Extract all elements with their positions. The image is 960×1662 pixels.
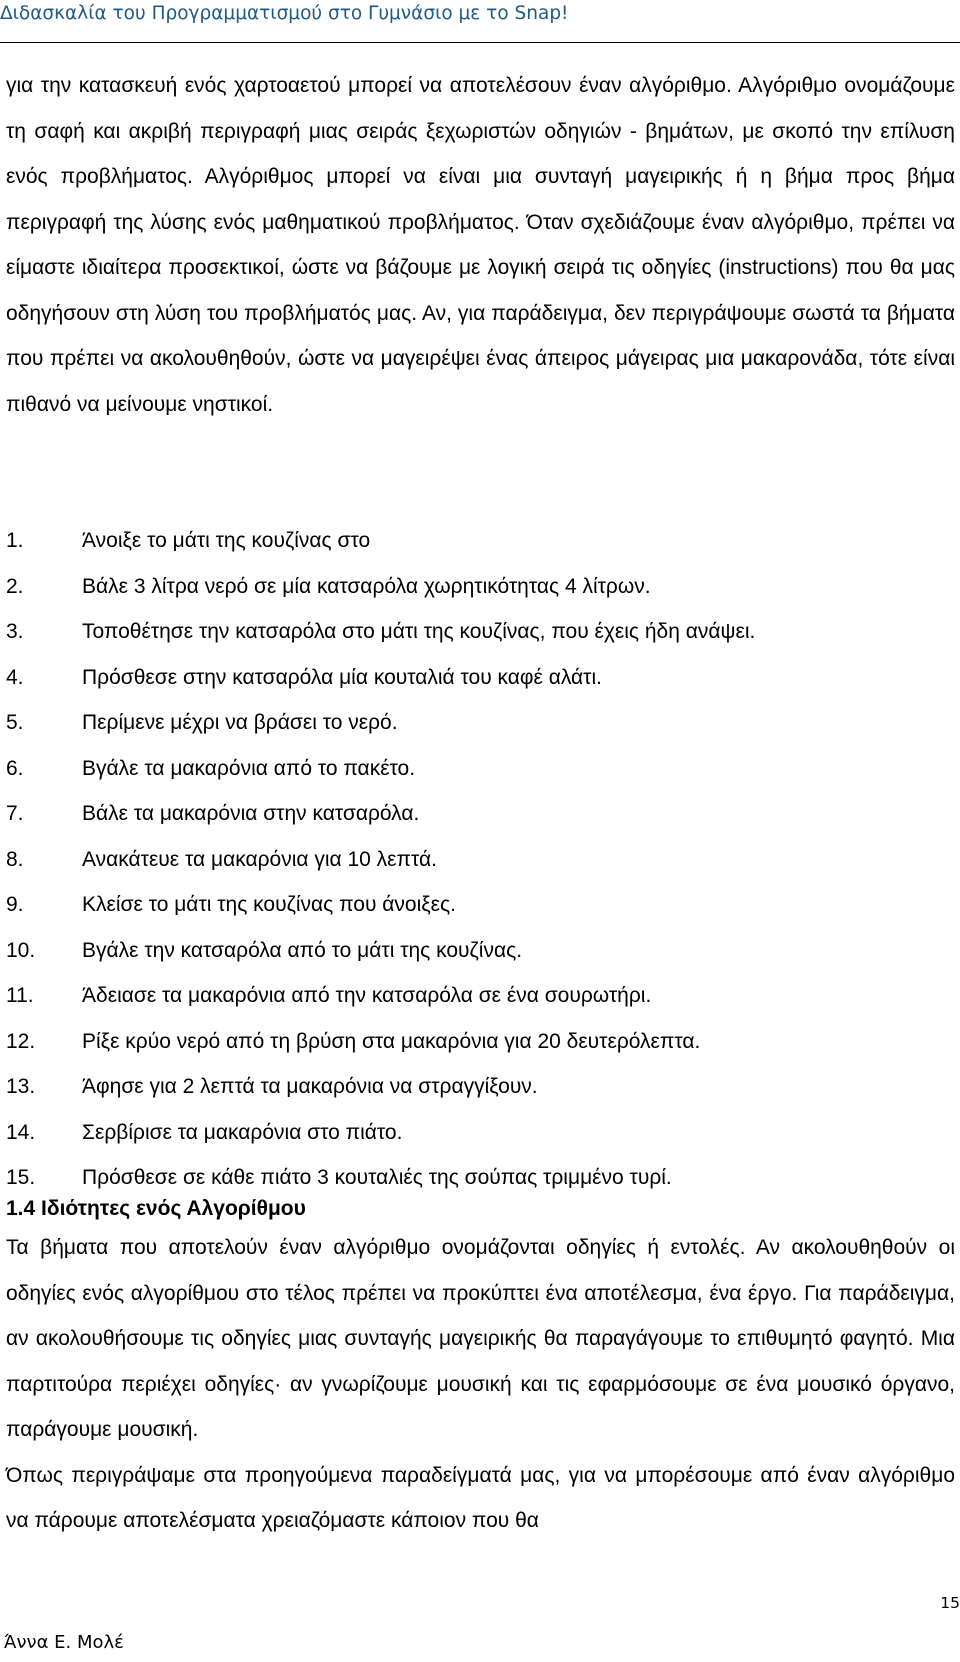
section-body xyxy=(6,1225,955,1544)
list-item-number: 13. xyxy=(6,1075,36,1098)
page-header xyxy=(0,3,960,24)
header-divider xyxy=(0,42,960,43)
list-item-number: 2. xyxy=(6,574,24,598)
list-item-text: Ρίξε κρύο νερό από τη βρύση στα μακαρόνια για 20 δευτερόλεπτα. xyxy=(82,1029,701,1053)
list-item-number: 14. xyxy=(6,1120,36,1144)
page-number: 15 xyxy=(940,1594,960,1612)
list-item-number: 5. xyxy=(6,711,24,734)
list-item xyxy=(6,700,955,746)
list-item-text: Βάλε 3 λίτρα νερό σε μία κατσαρόλα χωρητικότητας 4 λίτρων. xyxy=(82,574,651,598)
list-item-number: 15. xyxy=(6,1166,36,1189)
list-item-text: Τοποθέτησε την κατσαρόλα στο μάτι της κουζίνας, που έχεις ήδη ανάψει. xyxy=(82,620,756,643)
list-item-text: Άνοιξε το μάτι της κουζίνας στο xyxy=(82,529,371,552)
list-item-text: Πρόσθεσε στην κατσαρόλα μία κουταλιά του καφέ αλάτι. xyxy=(82,665,602,689)
list-item-text: Βάλε τα μακαρόνια στην κατσαρόλα. xyxy=(82,802,420,825)
list-item xyxy=(6,655,955,701)
list-item-number: 9. xyxy=(6,893,24,916)
list-item-text: Περίμενε μέχρι να βράσει το νερό. xyxy=(82,711,398,734)
list-item-text: Πρόσθεσε σε κάθε πιάτο 3 κουταλιές της σούπας τριμμένο τυρί. xyxy=(82,1166,672,1189)
list-item xyxy=(6,837,955,883)
list-item-number: 1. xyxy=(6,529,24,552)
recipe-steps-list xyxy=(6,518,955,1201)
list-item xyxy=(6,973,955,1019)
list-item-text: Σερβίρισε τα μακαρόνια στο πιάτο. xyxy=(82,1120,403,1144)
section-paragraph-1: Τα βήματα που αποτελούν έναν αλγόριθμο ονομάζονται οδηγίες ή εντολές. Αν ακολουθηθούν οι οδηγίες ενός αλγορίθμου στο τέλος πρέπει να προκύπτει ένα αποτέλεσμα, ένα έργο. Για παράδειγμα, αν ακολουθήσουμε τις οδηγίες μιας συνταγής μαγειρικής θα παραγάγουμε το επιθυμητό φαγητό. Μια παρτιτούρα περιέχει οδηγίες· αν γνωρίζουμε μουσική και τις εφαρμόσουμε σε ένα μουσικό όργανο, παράγουμε μουσική. xyxy=(6,1236,955,1441)
author-name: Άννα Ε. Μολέ xyxy=(4,1632,124,1653)
intro-paragraph: για την κατασκευή ενός χαρτοαετού μπορεί να αποτελέσουν έναν αλγόριθμο. Αλγόριθμο ονομάζουμε τη σαφή και ακριβή περιγραφή μιας σειράς ξεχωριστών οδηγιών - βημάτων, με σκοπό την επίλυση ενός προβλήματος. Αλγόριθμος μπορεί να είναι μια συνταγή μαγειρικής ή η βήμα προς βήμα περιγραφή της λύσης ενός μαθηματικού προβλήματος. Όταν σχεδιάζουμε έναν αλγόριθμο, πρέπει να είμαστε ιδιαίτερα προσεκτικοί, ώστε να βάζουμε με λογική σειρά τις οδηγίες (instructions) που θα μας οδηγήσουν στη λύση του προβλήματός μας. Αν, για παράδειγμα, δεν περιγράψουμε σωστά τα βήματα που πρέπει να ακολουθηθούν, ώστε να μαγειρέψει ένας άπειρος μάγειρας μια μακαρονάδα, τότε είναι πιθανό να μείνουμε νηστικοί. xyxy=(6,74,955,416)
list-item-number: 10. xyxy=(6,938,36,962)
list-item-text: Άδειασε τα μακαρόνια από την κατσαρόλα σε ένα σουρωτήρι. xyxy=(82,984,652,1007)
list-item xyxy=(6,928,955,974)
list-item-number: 4. xyxy=(6,665,24,689)
section-paragraph-2: Όπως περιγράψαμε στα προηγούμενα παραδείγματά μας, για να μπορέσουμε από έναν αλγόριθμο να πάρουμε αποτελέσματα χρειαζόμαστε κάποιον που θα xyxy=(6,1463,955,1532)
list-item-number: 3. xyxy=(6,620,24,643)
list-item-number: 6. xyxy=(6,756,24,780)
list-item xyxy=(6,882,955,928)
list-item xyxy=(6,1019,955,1065)
list-item-text: Άφησε για 2 λεπτά τα μακαρόνια να στραγγίξουν. xyxy=(82,1075,538,1098)
list-item xyxy=(6,609,955,655)
list-item xyxy=(6,746,955,792)
section-heading: 1.4 Ιδιότητες ενός Αλγορίθμου xyxy=(6,1197,306,1220)
intro-section xyxy=(6,63,955,427)
list-item-number: 11. xyxy=(6,984,34,1007)
list-item-text: Βγάλε τα μακαρόνια από το πακέτο. xyxy=(82,756,416,780)
list-item-text: Βγάλε την κατσαρόλα από το μάτι της κουζίνας. xyxy=(82,938,523,962)
list-item-text: Ανακάτευε τα μακαρόνια για 10 λεπτά. xyxy=(82,847,438,871)
list-item-number: 12. xyxy=(6,1029,36,1053)
list-item xyxy=(6,791,955,837)
list-item-text: Κλείσε το μάτι της κουζίνας που άνοιξες. xyxy=(82,893,456,916)
list-item xyxy=(6,1064,955,1110)
list-item xyxy=(6,564,955,610)
list-item-number: 7. xyxy=(6,802,24,825)
list-item-number: 8. xyxy=(6,847,24,871)
list-item xyxy=(6,518,955,564)
header-title: Διδασκαλία του Προγραμματισμού στο Γυμνάσιο με το Snap! xyxy=(0,3,569,24)
list-item xyxy=(6,1110,955,1156)
